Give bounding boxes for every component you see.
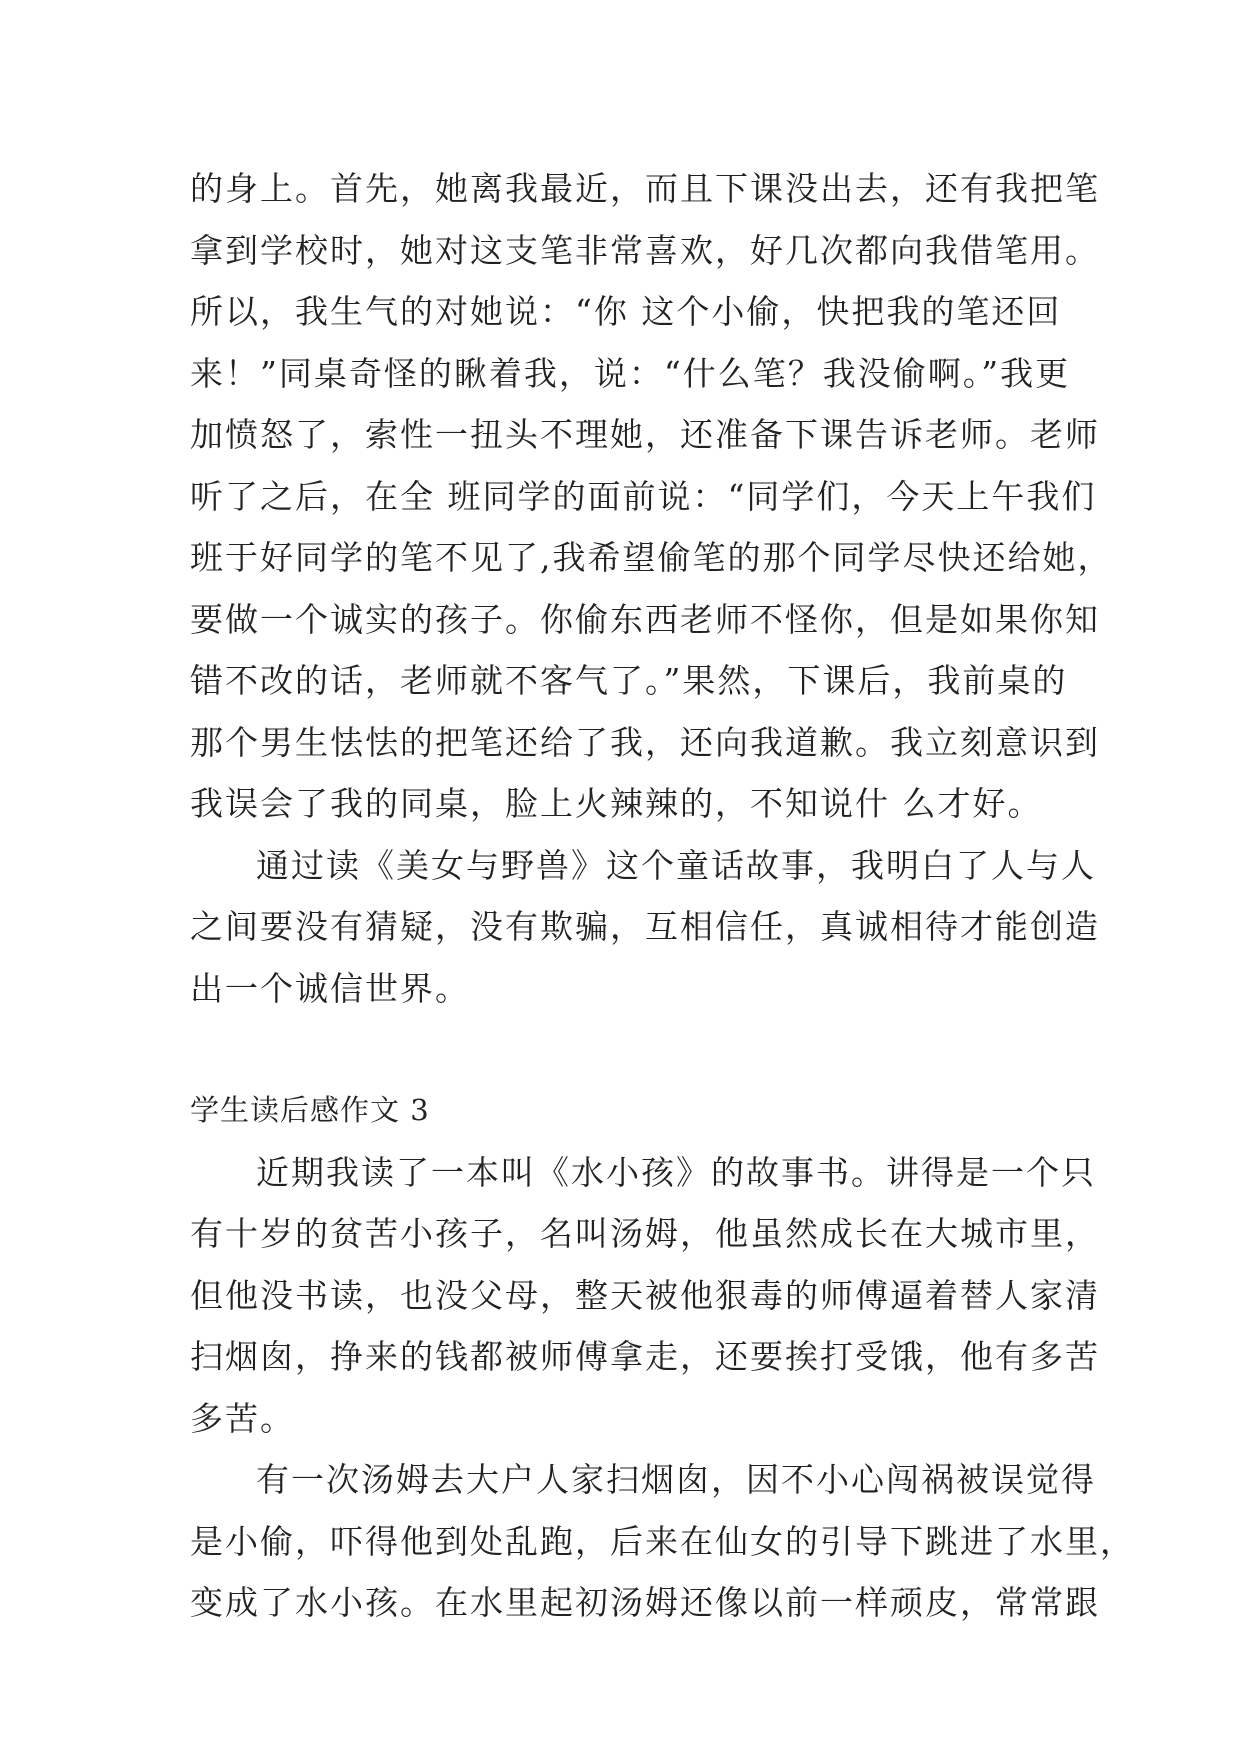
text-line: 多苦。 — [190, 1398, 295, 1438]
text-line: 有一次汤姆去大户人家扫烟囱，因不小心闯祸被误觉得 — [256, 1460, 1096, 1499]
text-line: 近期我读了一本叫《水小孩》的故事书。讲得是一个只 — [256, 1152, 1096, 1192]
paragraph-essay3-intro — [190, 1142, 1100, 1450]
text-line: 所以，我生气的对她说：“你 这个小偷，快把我的笔还回 — [190, 292, 1062, 331]
text-line: 变成了水小孩。在水里起初汤姆还像以前一样顽皮，常常跟 — [190, 1583, 1100, 1622]
section-spacer — [190, 1019, 1070, 1080]
text-line: 的身上。首先，她离我最近，而且下课没出去，还有我把笔 — [190, 169, 1100, 208]
text-line: 是小偷，吓得他到处乱跑，后来在仙女的引导下跳进了水里， — [190, 1521, 1135, 1561]
text-line: 我误会了我的同桌，脸上火辣辣的，不知说什 么才好。 — [190, 784, 1043, 823]
text-line: 错不改的话，老师就不客气了。”果然，下课后，我前桌的 — [190, 661, 1068, 700]
text-line: 班于好同学的笔不见了,我希望偷笔的那个同学尽快还给她， — [190, 538, 1113, 577]
paragraph-essay3-story — [190, 1449, 1135, 1634]
text-line: 加愤怒了，索性一扭头不理她，还准备下课告诉老师。老师 — [190, 415, 1100, 454]
text-line: 听了之后，在全 班同学的面前说：“同学们，今天上午我们 — [190, 476, 1097, 516]
document-body — [190, 158, 1135, 1634]
text-line: 那个男生怯怯的把笔还给了我，还向我道歉。我立刻意识到 — [190, 722, 1100, 762]
text-line: 来！”同桌奇怪的瞅着我，说：“什么笔？我没偷啊。”我更 — [190, 353, 1071, 393]
text-line: 扫烟囱，挣来的钱都被师傅拿走，还要挨打受饿，他有多苦 — [190, 1337, 1100, 1376]
text-line: 要做一个诚实的孩子。你偷东西老师不怪你，但是如果你知 — [190, 599, 1100, 639]
text-line: 通过读《美女与野兽》这个童话故事，我明白了人与人 — [256, 845, 1096, 885]
section-title: 学生读后感作文 3 — [190, 1093, 430, 1127]
text-line: 拿到学校时，她对这支笔非常喜欢，好几次都向我借笔用。 — [190, 230, 1100, 270]
paragraph-essay2-continued — [190, 158, 1113, 835]
text-line: 但他没书读，也没父母，整天被他狠毒的师傅逼着替人家清 — [190, 1275, 1100, 1315]
text-line: 之间要没有猜疑，没有欺骗，互相信任，真诚相待才能创造 — [190, 907, 1100, 946]
paragraph-essay2-conclusion — [190, 835, 1100, 1020]
text-line: 出一个诚信世界。 — [190, 968, 470, 1008]
text-line: 有十岁的贫苦小孩子，名叫汤姆，他虽然成长在大城市里， — [190, 1214, 1100, 1253]
